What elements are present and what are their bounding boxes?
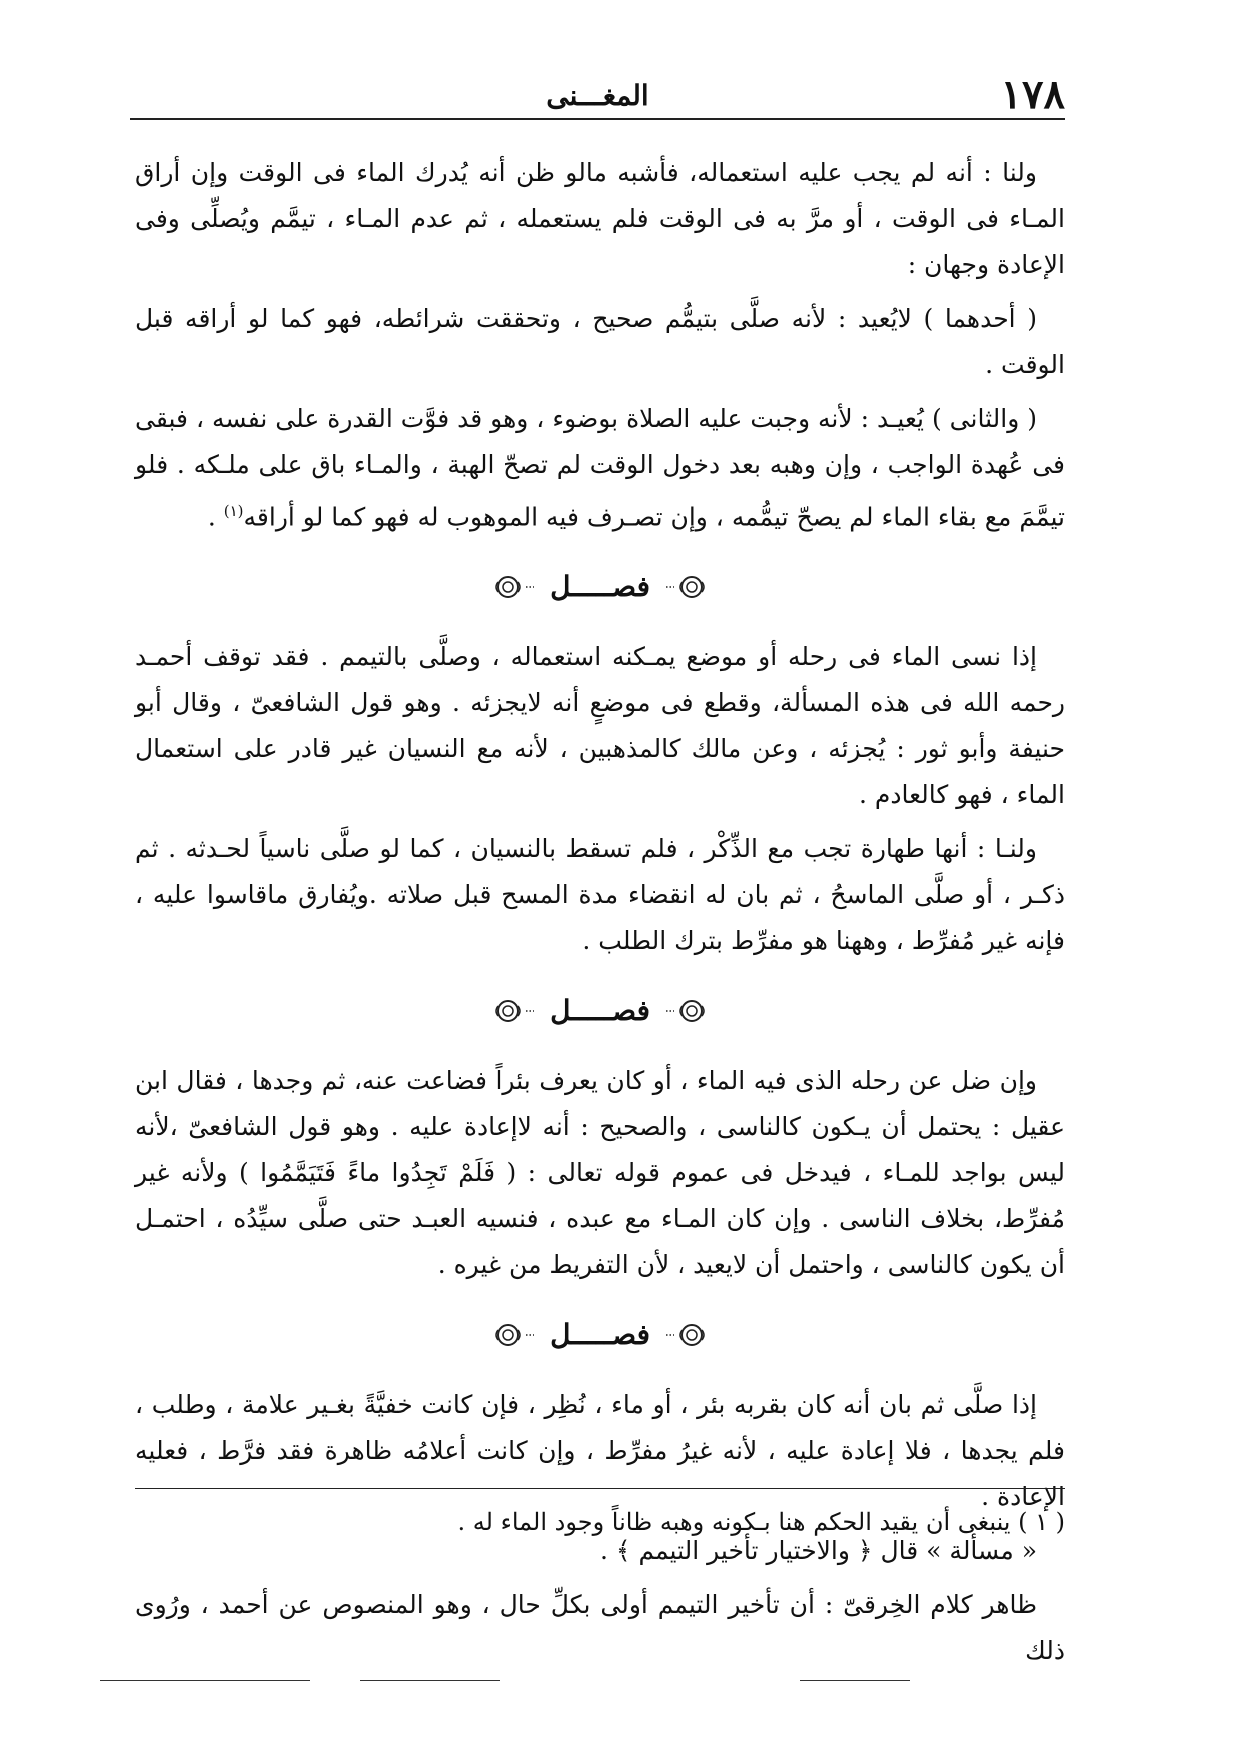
section-heading <box>135 988 1065 1034</box>
footnote-rule <box>135 1488 1065 1489</box>
paragraph: وإن ضل عن رحله الذى فيه الماء ، أو كان يعرف بئراً فضاعت عنه، ثم وجدها ، فقال ابن عقيل : يحتمل أن يـكون كالناسى ، والصحيح : أنه لاإعادة عليه . وهو قول الشافعىّ ،لأنه ليس بواجد للمـاء ، فيدخل فى عموم قوله تعالى : ( فَلَمْ تَجِدُوا ماءً فَتَيَمَّمُوا ) ولأنه غير مُفرِّط، بخلاف الناسى . وإن كان المـاء مع عبده ، فنسيه العبـد حتى صلَّى سيِّدُه ، احتمـل أن يكون كالناسى ، واحتمل أن لايعيد ، لأن التفريط من غيره . <box>135 1066 1065 1280</box>
footnote <box>135 1500 1065 1544</box>
bottom-rule <box>100 1680 310 1681</box>
paragraph: ولنـا : أنها طهارة تجب مع الذِّكْر ، فلم تسقط بالنسيان ، كما لو صلَّى ناسياً لحـدثه . ثم ذكـر ، أو صلَّى الماسحُ ، ثم بان له انقضاء مدة المسح قبل صلاته .ويُفارق ماقاسوا عليه ، فإنه غير مُفرِّط ، وههنا هو مفرِّط بترك الطلب . <box>135 834 1065 956</box>
paragraph: ظاهر كلام الخِرقىّ : أن تأخير التيمم أولى بكلِّ حال ، وهو المنصوص عن أحمد ، ورُوى ذلك <box>135 1590 1065 1666</box>
ornament-icon <box>486 997 536 1025</box>
running-title: المغـــنى <box>546 79 649 112</box>
section-title: فصـــــل <box>550 994 650 1028</box>
ornament-icon <box>486 1321 536 1349</box>
ornament-icon <box>664 1321 714 1349</box>
main-text <box>135 150 1065 1682</box>
header-rule <box>130 118 1065 120</box>
page-number: ١٧٨ <box>1000 71 1065 118</box>
section-title: فصـــــل <box>550 1318 650 1352</box>
section-heading <box>135 564 1065 610</box>
section-heading <box>135 1312 1065 1358</box>
section-title: فصـــــل <box>550 570 650 604</box>
paragraph: ( أحدهما ) لايُعيد : لأنه صلَّى بتيمُّم صحيح ، وتحققت شرائطه، فهو كما لو أراقه قبل الوقت . <box>135 304 1065 379</box>
bottom-rule <box>800 1680 910 1681</box>
paragraph-text: ( والثانى ) يُعيـد : لأنه وجبت عليه الصلاة بوضوء ، وهو قد فوَّت القدرة على نفسه ، فبقى فى عُهدة الواجب ، وإن وهبه بعد دخول الوقت لم تصحّ الهبة ، والمـاء باق على ملـكه . فلو تيمَّمَ مع بقاء الماء لم يصحّ تيمُّمه ، وإن تصـرف فيه الموهوب له فهو كما لو أراقه <box>135 404 1065 532</box>
page-header <box>130 70 1065 130</box>
paragraph: ولنا : أنه لم يجب عليه استعماله، فأشبه مالو ظن أنه يُدرك الماء فى الوقت وإن أراق المـاء فى الوقت ، أو مرَّ به فى الوقت فلم يستعمله ، ثم عدم المـاء ، تيمَّم ويُصلِّى وفى الإعادة وجهان : <box>135 158 1065 279</box>
paragraph: إذا نسى الماء فى رحله أو موضع يمـكنه استعماله ، وصلَّى بالتيمم . فقد توقف أحمـد رحمه الله فى هذه المسألة، وقطع فى موضعٍ أنه لايجزئه . وهو قول الشافعىّ ، وقال أبو حنيفة وأبو ثور : يُجزئه ، وعن مالك كالمذهبين ، لأنه مع النسيان غير قادر على استعمال الماء ، فهو كالعادم . <box>135 642 1065 810</box>
paragraph-end: . <box>207 502 224 532</box>
footnote-text: ( ١ ) ينبغى أن يقيد الحكم هنا بـكونه وهبه ظاناً وجود الماء له . <box>457 1508 1065 1536</box>
ornament-icon <box>664 573 714 601</box>
paragraph: « مسألة » قال ﴿ والاختيار تأخير التيمم ﴾ . <box>599 1536 1037 1566</box>
footnote-marker: (١) <box>223 502 244 520</box>
paragraph-with-footnote <box>135 396 1065 540</box>
ornament-icon <box>664 997 714 1025</box>
paragraph: إذا صلَّى ثم بان أنه كان بقربه بئر ، أو ماء ، نُظِر ، فإن كانت خفيَّةً بغـير علامة ، وطلب ، فلم يجدها ، فلا إعادة عليه ، لأنه غيرُ مفرِّط ، وإن كانت أعلامُه ظاهرة فقد فرَّط ، فعليه الإعادة . <box>135 1390 1065 1512</box>
ornament-icon <box>486 573 536 601</box>
bottom-rule <box>360 1680 500 1681</box>
